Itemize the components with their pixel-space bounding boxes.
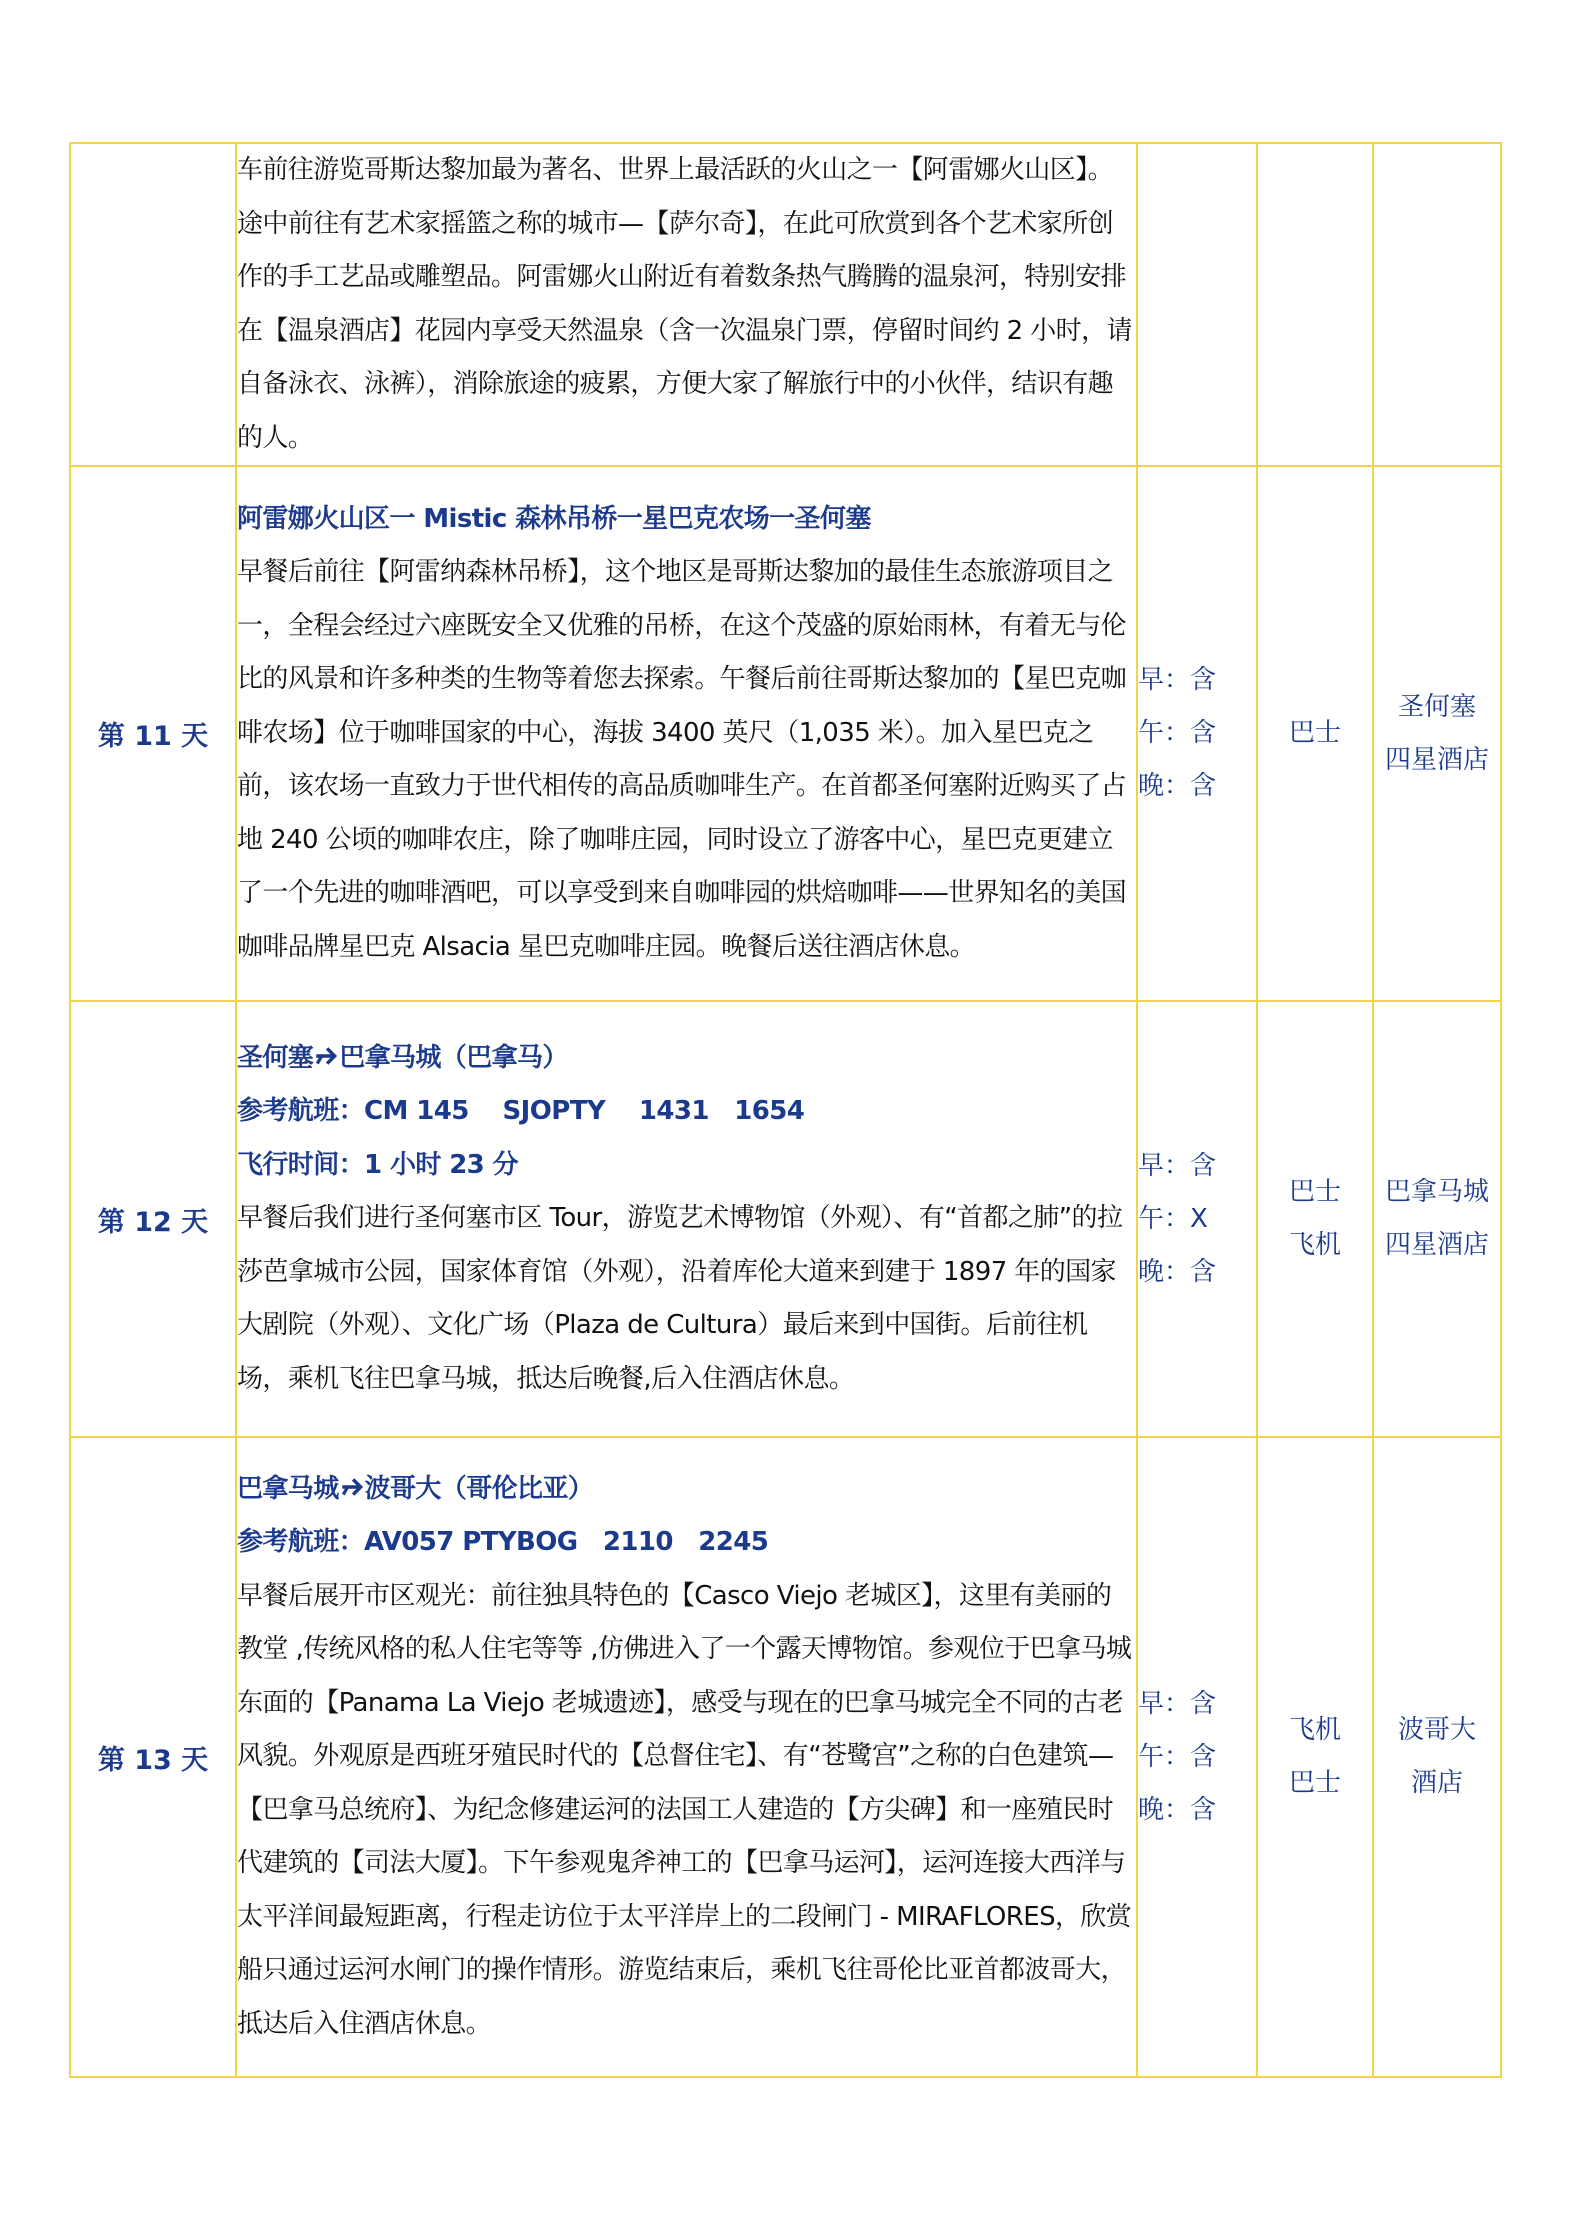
day-description: 早餐后我们进行圣何塞市区 Tour，游览艺术博物馆（外观）、有“首都之肺”的拉莎芭拿城市公园，国家体育馆（外观），沿着库伦大道来到建于 1897 年的国家大剧院（外观）、文化广场（Plaza de Cultura）最后来到中国街。后前往机场，乘机飞往巴拿马城，抵达后晚餐,后入住酒店休息。 [237,1203,1123,1394]
itinerary-row [70,466,1501,1001]
day-label [70,143,236,466]
day-description: 车前往游览哥斯达黎加最为著名、世界上最活跃的火山之一【阿雷娜火山区】。途中前往有艺术家摇篮之称的城市—【萨尔奇】，在此可欣赏到各个艺术家所创作的手工艺品或雕塑品。阿雷娜火山附近有着数条热气腾腾的温泉河，特别安排在【温泉酒店】花园内享受天然温泉（含一次温泉门票，停留时间约 2 小时，请自备泳衣、泳裤），消除旅途的疲累，方便大家了解旅行中的小伙伴，结识有趣的人。 [237,155,1132,453]
hotel-class: 四星酒店 [1384,1230,1489,1260]
flight-info: 参考航班：AV057 PTYBOG 2110 2245 [237,1527,769,1558]
transport-cell [1257,1437,1373,2077]
route-to: 巴拿马城（巴拿马） [339,1042,568,1073]
meal-lunch: 午：X [1138,1203,1208,1234]
flight-duration: 飞行时间：1 小时 23 分 [237,1149,519,1180]
hotel-cell [1373,143,1501,466]
meals-cell [1137,466,1257,1001]
day-label: 第 11 天 [70,466,236,1001]
itinerary-row [70,1437,1501,2077]
day-heading: 阿雷娜火山区一 Mistic 森林吊桥一星巴克农场一圣何塞 [237,503,871,534]
meal-breakfast: 早：含 [1138,1150,1217,1181]
hotel-city: 波哥大 [1397,1715,1476,1745]
route-to: 波哥大（哥伦比亚） [364,1473,594,1504]
day-label: 第 12 天 [70,1001,236,1437]
route-heading [237,1032,1136,1086]
route-from: 巴拿马城 [237,1473,339,1504]
meal-dinner: 晚：含 [1138,1794,1217,1825]
route-heading [237,1463,1136,1517]
day-description-cell [236,466,1137,1001]
itinerary-row [70,1001,1501,1437]
hotel-city: 圣何塞 [1397,691,1476,722]
transport-item: 巴士 [1288,718,1341,748]
meal-lunch: 午：含 [1138,718,1217,748]
meal-dinner: 晚：含 [1138,771,1217,801]
transport-item: 巴士 [1288,1177,1341,1207]
meal-dinner: 晚：含 [1138,1256,1217,1287]
meal-breakfast: 早：含 [1138,1688,1217,1719]
itinerary-row [70,143,1501,466]
plane-icon [339,1463,365,1517]
transport-cell [1257,143,1373,466]
transport-item: 巴士 [1288,1768,1341,1798]
meals-cell [1137,1001,1257,1437]
route-from: 圣何塞 [237,1042,314,1073]
day-description-cell [236,143,1137,466]
hotel-cell [1373,1437,1501,2077]
itinerary-table [69,142,1502,2078]
day-description-cell [236,1001,1137,1437]
meals-cell [1137,143,1257,466]
transport-item: 飞机 [1288,1715,1341,1745]
flight-info: 参考航班：CM 145 SJOPTY 1431 1654 [237,1096,805,1127]
transport-cell [1257,1001,1373,1437]
day-label: 第 13 天 [70,1437,236,2077]
day-description-cell [236,1437,1137,2077]
hotel-class: 酒店 [1410,1768,1463,1798]
day-description: 早餐后展开市区观光：前往独具特色的【Casco Viejo 老城区】，这里有美丽的教堂 ,传统风格的私人住宅等等 ,仿佛进入了一个露天博物馆。参观位于巴拿马城东面的【Panama La Viejo 老城遗迹】，感受与现在的巴拿马城完全不同的古老风貌。外观原是西班牙殖民时代的【总督住宅】、有“苍鹭宫”之称的白色建筑—【巴拿马总统府】、为纪念修建运河的法国工人建造的【方尖碑】和一座殖民时代建筑的【司法大厦】。下午参观鬼斧神工的【巴拿马运河】，运河连接大西洋与太平洋间最短距离，行程走访位于太平洋岸上的二段闸门 - MIRAFLORES，欣赏船只通过运河水闸门的操作情形。游览结束后，乘机飞往哥伦比亚首都波哥大，抵达后入住酒店休息。 [237,1580,1132,2039]
hotel-cell [1373,466,1501,1001]
hotel-cell [1373,1001,1501,1437]
hotel-city: 巴拿马城 [1384,1177,1489,1207]
meals-cell [1137,1437,1257,2077]
meal-breakfast: 早：含 [1138,665,1217,695]
plane-icon [313,1032,339,1086]
transport-item: 飞机 [1288,1230,1341,1260]
meal-lunch: 午：含 [1138,1741,1217,1772]
day-description: 早餐后前往【阿雷纳森林吊桥】，这个地区是哥斯达黎加的最佳生态旅游项目之一，全程会经过六座既安全又优雅的吊桥，在这个茂盛的原始雨林，有着无与伦比的风景和许多种类的生物等着您去探索。午餐后前往哥斯达黎加的【星巴克咖啡农场】位于咖啡国家的中心，海拔 3400 英尺（1,035 米）。加入星巴克之前，该农场一直致力于世代相传的高品质咖啡生产。在首都圣何塞附近购买了占地 240 公顷的咖啡农庄，除了咖啡庄园，同时设立了游客中心，星巴克更建立了一个先进的咖啡酒吧，可以享受到来自咖啡园的烘焙咖啡——世界知名的美国咖啡品牌星巴克 Alsacia 星巴克咖啡庄园。晚餐后送往酒店休息。 [237,557,1127,962]
hotel-class: 四星酒店 [1384,744,1489,775]
transport-cell [1257,466,1373,1001]
